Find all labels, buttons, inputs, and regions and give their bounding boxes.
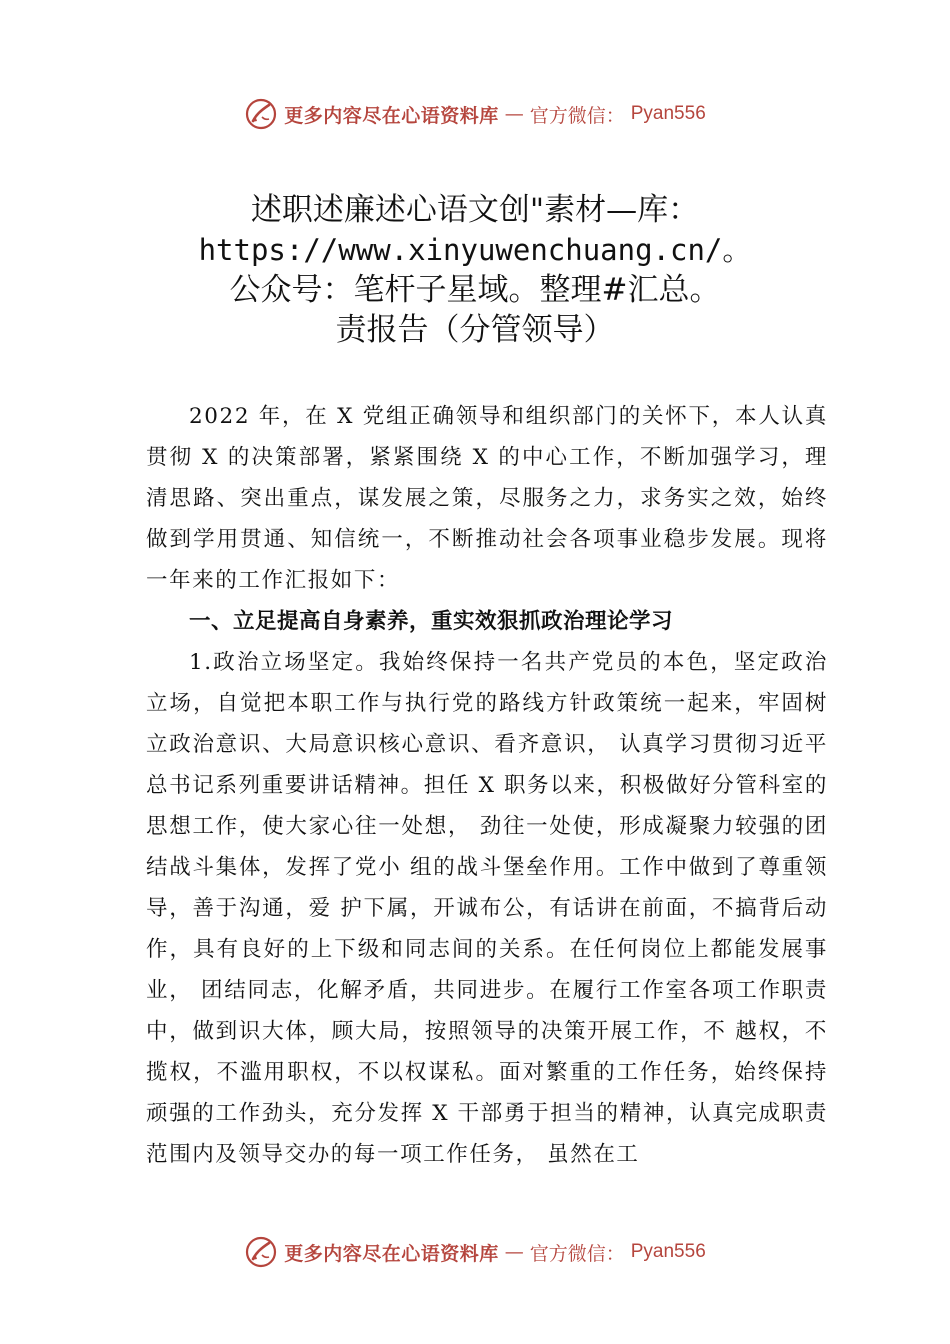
title-line-3: 公众号：笔杆子星域。整理#汇总。 — [229, 272, 721, 308]
title-line-1: 述职述廉述心语文创"素材—库： — [250, 192, 700, 228]
document-body — [146, 396, 828, 1175]
brush-logo-icon — [244, 1235, 278, 1269]
title-line-4: 责报告（分管领导） — [335, 312, 615, 348]
watermark-wechat-id: Pyan556 — [630, 1241, 706, 1262]
watermark-separator: — — [504, 103, 524, 125]
watermark-banner-inner — [244, 97, 706, 131]
watermark-banner-bottom — [0, 1232, 950, 1272]
document-title — [0, 190, 950, 350]
watermark-site-text: 更多内容尽在心语资料库 — [284, 104, 499, 127]
watermark-wechat-label: 官方微信： — [529, 104, 625, 127]
watermark-separator: — — [504, 1241, 524, 1263]
title-line-2-url: https://www.xinyuwenchuang.cn/。 — [198, 233, 752, 267]
watermark-wechat-label: 官方微信： — [529, 1242, 625, 1265]
brush-logo-icon — [244, 97, 278, 131]
section-heading-1: 一、立足提高自身素养，重实效狠抓政治理论学习 — [189, 609, 674, 634]
watermark-banner-top — [0, 94, 950, 134]
paragraph-political-stance: 1.政治立场坚定。我始终保持一名共产党员的本色，坚定政治立场，自觉把本职工作与执行党的路线方针政策统一起来，牢固树立政治意识、大局意识核心意识、看齐意识， 认真学习贯彻习近平总书记系列重要讲话精神。担任 X 职务以来，积极做好分管科室的思想工作，使大家心往一处想， 劲往一处使，形成凝聚力较强的团结战斗集体，发挥了党小 组的战斗堡垒作用。工作中做到了尊重领导，善于沟通，爱 护下属，开诚布公，有话讲在前面，不搞背后动作，具有良好的上下级和同志间的关系。在任何岗位上都能发展事业， 团结同志，化解矛盾，共同进步。在履行工作室各项工作职责中，做到识大体，顾大局，按照领导的决策开展工作，不 越权，不揽权，不滥用职权，不以权谋私。面对繁重的工作任务，始终保持顽强的工作劲头，充分发挥 X 干部勇于担当的精神，认真完成职责范围内及领导交办的每一项工作任务， 虽然在工 — [146, 650, 828, 1167]
watermark-site-text: 更多内容尽在心语资料库 — [284, 1242, 499, 1265]
paragraph-intro: 2022 年，在 X 党组正确领导和组织部门的关怀下，本人认真贯彻 X 的决策部署，紧紧围绕 X 的中心工作，不断加强学习，理清思路、突出重点，谋发展之策，尽服务之力，求务实之效，始终做到学用贯通、知信统一，不断推动社会各项事业稳步发展。现将一年来的工作汇报如下： — [146, 404, 828, 593]
watermark-banner-inner-bottom — [244, 1235, 706, 1269]
watermark-wechat-id: Pyan556 — [630, 103, 706, 124]
